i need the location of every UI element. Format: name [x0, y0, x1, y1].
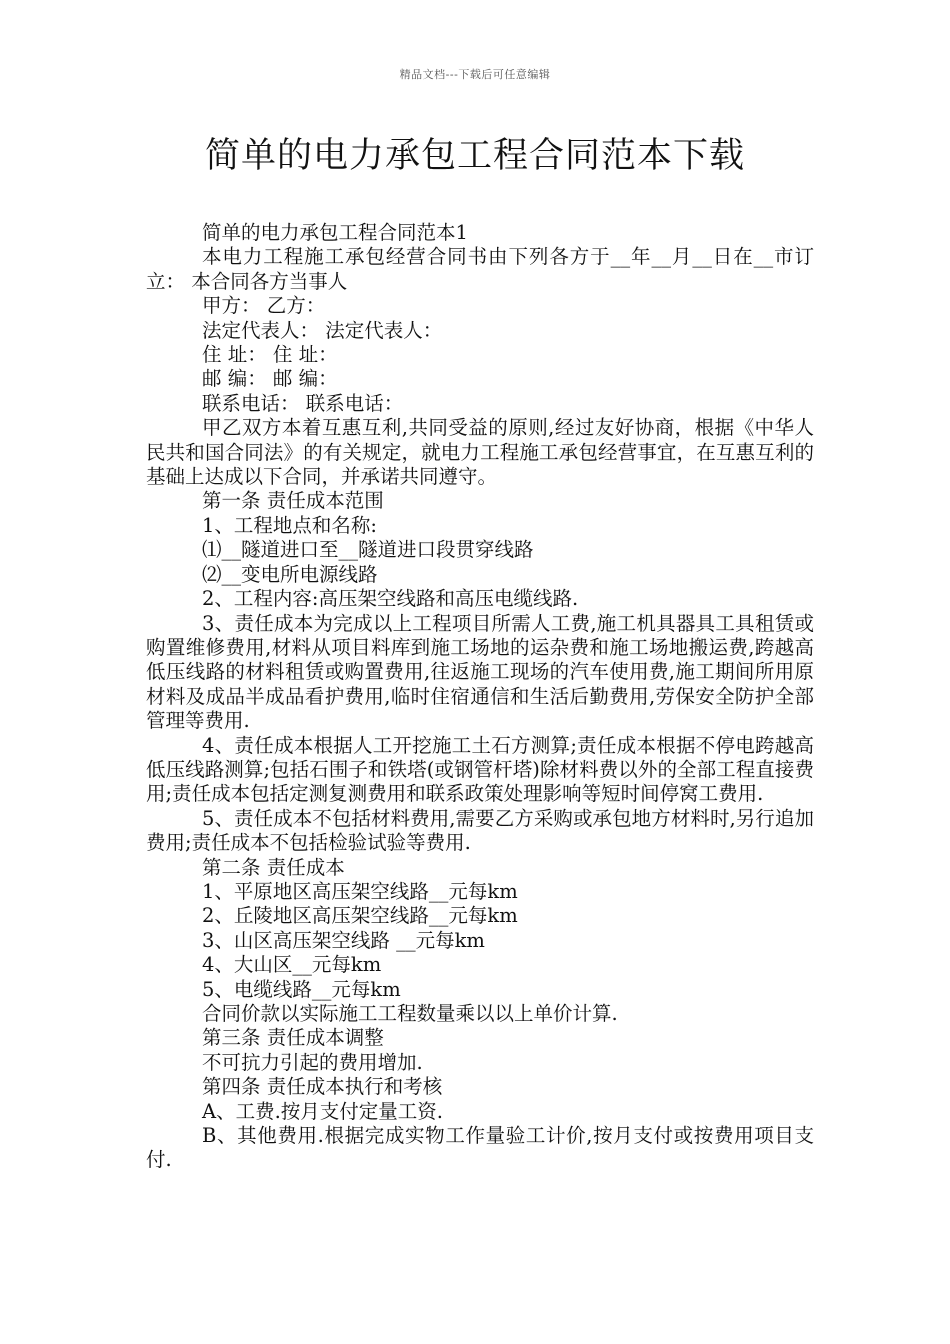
clause-4-a: A、工费.按月支付定量工资.: [202, 1099, 443, 1123]
clause-1-4: 4、责任成本根据人工开挖施工土石方测算;责任成本根据不停电跨越高低压线路测算;包括石围子和铁塔(或钢管杆塔)除材料费以外的全部工程直接费用;责任成本包括定测复测费用和联系政策处理影响等短时间停窝工费用.: [146, 733, 814, 806]
clause-1-2: 2、工程内容:高压架空线路和高压电缆线路.: [202, 587, 579, 611]
section-heading: 简单的电力承包工程合同范本1: [202, 221, 468, 244]
clause-2-3: 3、山区高压架空线路 __元每km: [202, 928, 485, 952]
clause-2-4: 4、大山区__元每km: [202, 953, 382, 977]
paragraph-preamble: 甲乙双方本着互惠互利,共同受益的原则,经过友好协商，根据《中华人民共和国合同法》的有关规定，就电力工程施工承包经营事宜，在互惠互利的基础上达成以下合同，并承诺共同遵守。: [146, 416, 814, 489]
clause-2-price: 合同价款以实际施工工程数量乘以以上单价计算.: [202, 1002, 618, 1025]
clause-1-1: 1、工程地点和名称:: [202, 513, 377, 537]
document-title: 简单的电力承包工程合同范本下载: [204, 136, 745, 176]
clause-4-b: B、其他费用.根据完成实物工作量验工计价,按月支付或按费用项目支付.: [146, 1124, 814, 1172]
article-2-heading: 第二条 责任成本: [202, 855, 345, 879]
header-note: 精品文档---下载后可任意编辑: [399, 68, 551, 81]
article-3-heading: 第三条 责任成本调整: [202, 1026, 384, 1050]
postcode-line: 邮 编： 邮 编：: [202, 367, 338, 391]
article-1-heading: 第一条 责任成本范围: [202, 489, 384, 513]
clause-3-1: 不可抗力引起的费用增加.: [202, 1050, 423, 1074]
document-body: [146, 221, 814, 1173]
clause-1-1-a: ⑴__隧道进口至__隧道进口段贯穿线路: [202, 538, 534, 562]
party-line: 甲方： 乙方：: [202, 294, 326, 318]
clause-2-1: 1、平原地区高压架空线路__元每km: [202, 879, 518, 903]
clause-2-5: 5、电缆线路__元每km: [202, 977, 401, 1001]
clause-1-1-b: ⑵__变电所电源线路: [202, 562, 378, 586]
phone-line: 联系电话： 联系电话：: [202, 391, 404, 415]
address-line: 住 址： 住 址：: [202, 343, 338, 367]
clause-1-5: 5、责任成本不包括材料费用,需要乙方采购或承包地方材料时,另行追加费用;责任成本不包括检验试验等费用.: [146, 806, 814, 855]
paragraph-intro: 本电力工程施工承包经营合同书由下列各方于__年__月__日在__市订立： 本合同各方当事人: [146, 245, 814, 293]
representative-line: 法定代表人： 法定代表人：: [202, 318, 443, 342]
clause-2-2: 2、丘陵地区高压架空线路__元每km: [202, 904, 518, 928]
article-4-heading: 第四条 责任成本执行和考核: [202, 1075, 443, 1099]
clause-1-3: 3、责任成本为完成以上工程项目所需人工费,施工机具器具工具租赁或购置维修费用,材料从项目料库到施工场地的运杂费和施工场地搬运费,跨越高低压线路的材料租赁或购置费用,往返施工现场的汽车使用费,施工期间所用原材料及成品半成品看护费用,临时住宿通信和生活后勤费用,劳保安全防护全部管理等费用.: [146, 611, 814, 733]
